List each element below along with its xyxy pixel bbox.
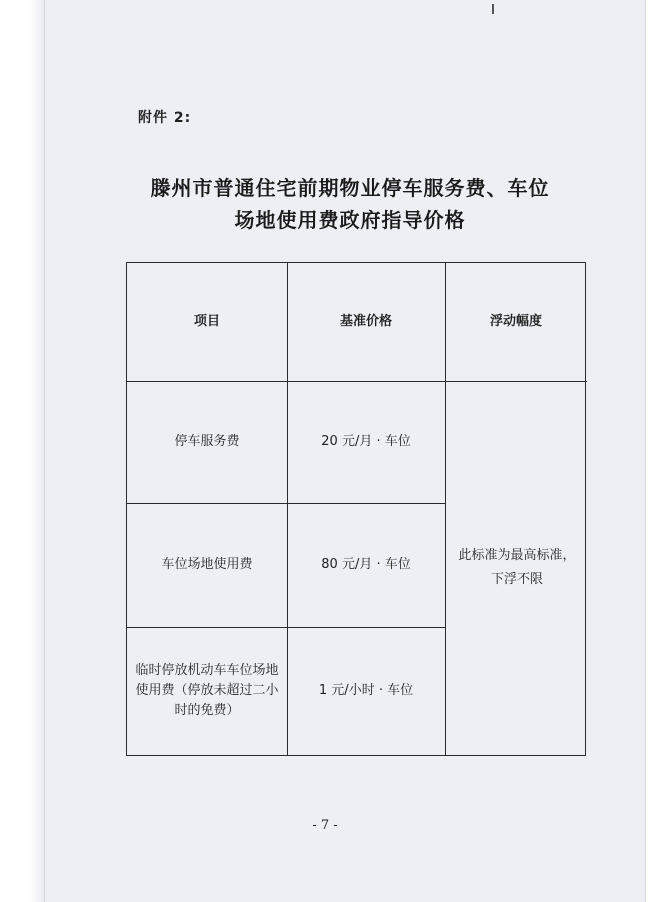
row-3-price: 1 元/小时 · 车位 — [318, 683, 414, 698]
document-title-line-1: 滕州市普通住宅前期物业停车服务费、车位 — [150, 176, 550, 200]
row-3-item: 临时停放机动车车位场地使用费（停放未超过二小时的免费） — [135, 663, 279, 718]
header-item: 项目 — [193, 314, 220, 329]
document-title-line-2: 场地使用费政府指导价格 — [234, 208, 466, 232]
float-range-value: 此标准为最高标准，下浮不限 — [458, 548, 576, 587]
attachment-label: 附件 2: — [138, 110, 192, 126]
row-1-price: 20 元/月 · 车位 — [321, 434, 411, 449]
binding-mark — [492, 4, 494, 14]
header-float-range: 浮动幅度 — [489, 314, 542, 329]
row-1-item: 停车服务费 — [174, 434, 240, 449]
price-table — [126, 262, 586, 756]
page-number: - 7 - — [312, 818, 338, 833]
header-base-price: 基准价格 — [339, 314, 392, 329]
page-edge-shadow — [30, 0, 44, 902]
row-2-item: 车位场地使用费 — [161, 557, 253, 572]
row-2-price: 80 元/月 · 车位 — [321, 557, 411, 572]
